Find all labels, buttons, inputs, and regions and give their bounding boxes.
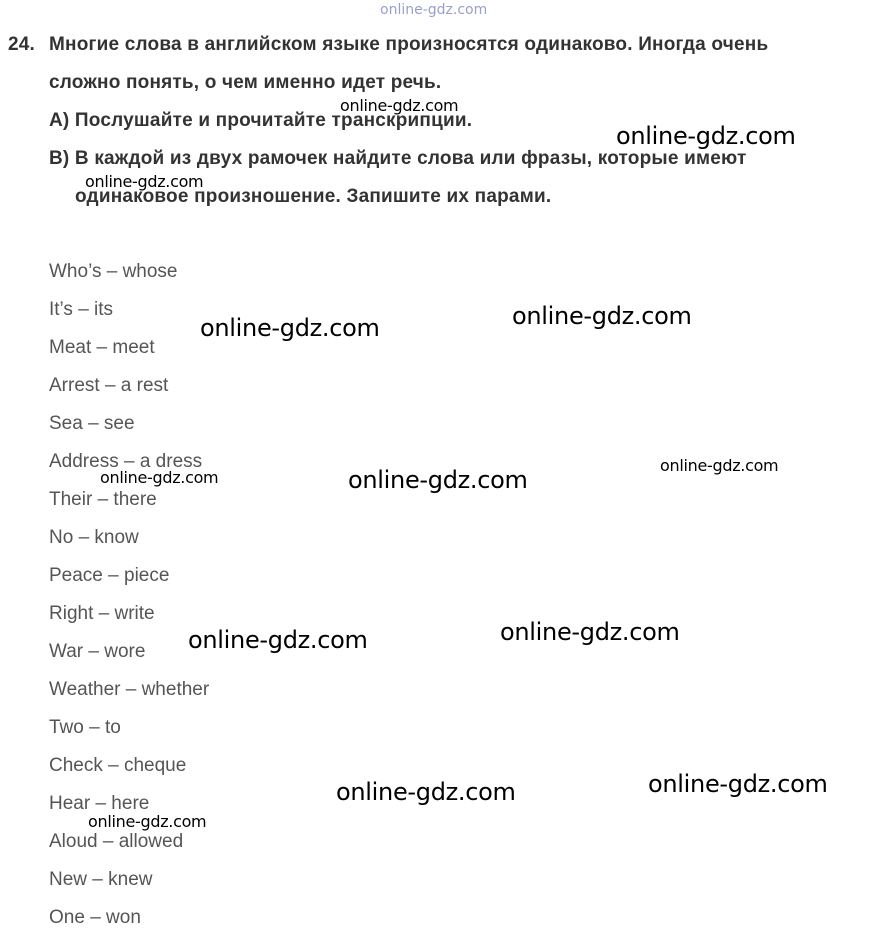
task-instruction-b-cont: одинаковое произношение. Запишите их парами. <box>75 186 552 207</box>
task-number: 24. <box>8 34 36 55</box>
watermark: online-gdz.com <box>512 302 692 330</box>
answer-pair: Who’s – whose <box>49 261 178 282</box>
task-instruction-a: А) Послушайте и прочитайте транскрипции. <box>49 110 473 131</box>
watermark: online-gdz.com <box>348 466 528 494</box>
watermark: online-gdz.com <box>648 770 828 798</box>
answer-pair: Hear – here <box>49 793 150 814</box>
answer-pair: Right – write <box>49 603 155 624</box>
watermark: online-gdz.com <box>336 778 516 806</box>
watermark: online-gdz.com <box>660 456 779 475</box>
answer-pair: One – won <box>49 907 141 928</box>
watermark: online-gdz.com <box>616 122 796 150</box>
answer-pair: War – wore <box>49 641 146 662</box>
task-text-line2: сложно понять, о чем именно идет речь. <box>49 72 442 93</box>
answer-pair: No – know <box>49 527 139 548</box>
answer-pair: New – knew <box>49 869 153 890</box>
watermark: online-gdz.com <box>88 812 207 831</box>
answer-pair: Two – to <box>49 717 121 738</box>
answer-pair: Weather – whether <box>49 679 210 700</box>
task-text-line1: Многие слова в английском языке произносятся одинаково. Иногда очень <box>49 34 769 55</box>
watermark: online-gdz.com <box>340 96 459 115</box>
watermark: online-gdz.com <box>200 314 380 342</box>
watermark: online-gdz.com <box>85 172 204 191</box>
answer-pair: Arrest – a rest <box>49 375 169 396</box>
answer-pair: Their – there <box>49 489 157 510</box>
answer-pair: Address – a dress <box>49 451 203 472</box>
watermark: online-gdz.com <box>188 626 368 654</box>
answer-pair: Peace – piece <box>49 565 170 586</box>
answer-pair: It’s – its <box>49 299 114 320</box>
watermark: online-gdz.com <box>500 618 680 646</box>
answer-pair: Meat – meet <box>49 337 155 358</box>
watermark-top: online-gdz.com <box>380 2 488 18</box>
watermark: online-gdz.com <box>100 468 219 487</box>
answer-pair: Check – cheque <box>49 755 187 776</box>
answer-pair: Aloud – allowed <box>49 831 184 852</box>
answer-pair: Sea – see <box>49 413 135 434</box>
task-instruction-b: В) В каждой из двух рамочек найдите слова или фразы, которые имеют <box>49 148 747 169</box>
